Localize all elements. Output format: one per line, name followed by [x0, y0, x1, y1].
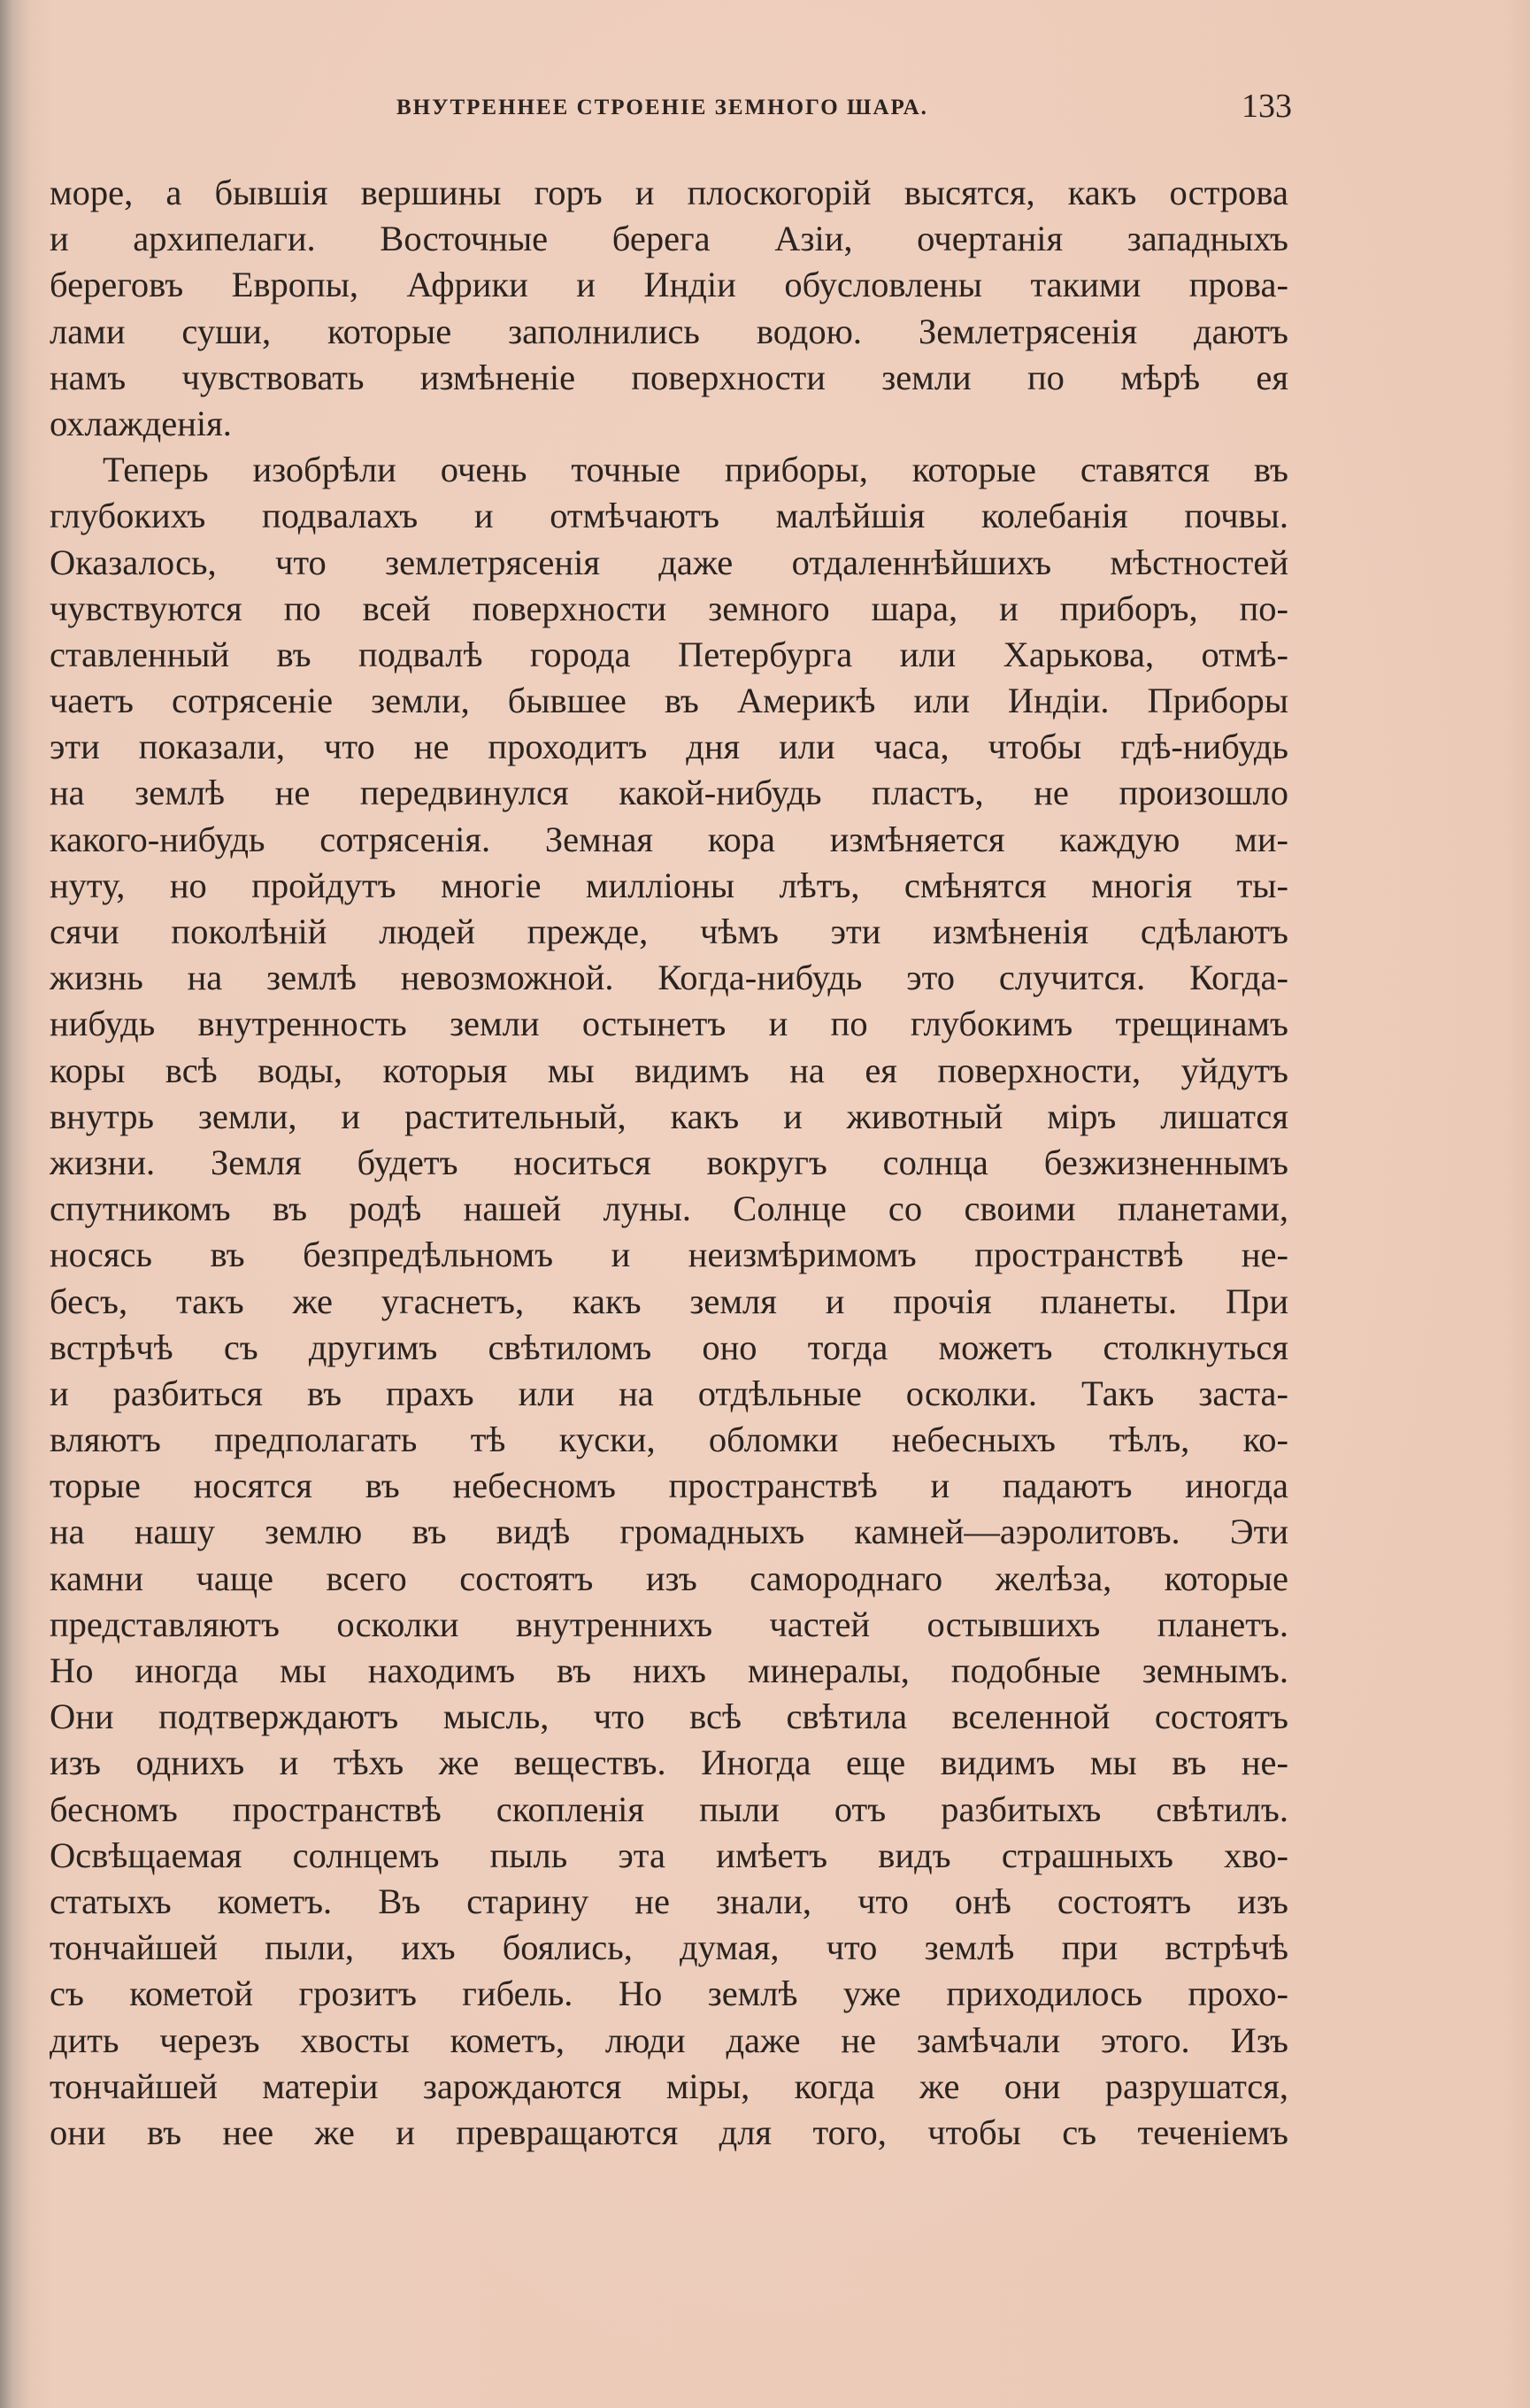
- text-line: нибудь внутренность земли остынетъ и по глубокимъ трещинамъ: [50, 1004, 1288, 1044]
- text-line: внутрь земли, и растительный, какъ и животный міръ лишатся: [50, 1096, 1288, 1136]
- text-line: встрѣчѣ съ другимъ свѣтиломъ оно тогда можетъ столкнуться: [50, 1327, 1288, 1367]
- text-line: представляютъ осколки внутреннихъ частей остывшихъ планетъ.: [50, 1604, 1288, 1644]
- text-line: бесъ, такъ же угаснетъ, какъ земля и прочія планеты. При: [50, 1281, 1288, 1321]
- page-header: [50, 88, 1292, 133]
- text-line: глубокихъ подвалахъ и отмѣчаютъ малѣйшія колебанія почвы.: [50, 496, 1288, 536]
- paragraph-1: [50, 170, 1288, 447]
- text-line: спутникомъ въ родѣ нашей луны. Солнце со своими планетами,: [50, 1189, 1288, 1229]
- text-line: и разбиться въ прахъ или на отдѣльные осколки. Такъ заста-: [50, 1373, 1288, 1413]
- text-line: береговъ Европы, Африки и Индіи обусловлены такими прова-: [50, 265, 1288, 305]
- text-line: камни чаще всего состоятъ изъ самороднаго желѣза, которые: [50, 1558, 1288, 1598]
- text-line: тончайшей пыли, ихъ боялись, думая, что землѣ при встрѣчѣ: [50, 1927, 1288, 1968]
- text-line: Освѣщаемая солнцемъ пыль эта имѣетъ видъ страшныхъ хво-: [50, 1835, 1288, 1875]
- text-line: тончайшей матеріи зарождаются міры, когда же они разрушатся,: [50, 2066, 1288, 2106]
- text-line: бесномъ пространствѣ скопленія пыли отъ разбитыхъ свѣтилъ.: [50, 1789, 1288, 1829]
- text-line: жизнь на землѣ невозможной. Когда-нибудь это случится. Когда-: [50, 958, 1288, 998]
- text-line: жизни. Земля будетъ носиться вокругъ солнца безжизненнымъ: [50, 1142, 1288, 1182]
- text-line: Но иногда мы находимъ въ нихъ минералы, подобные земнымъ.: [50, 1650, 1288, 1690]
- text-line: дить черезъ хвосты кометъ, люди даже не замѣчали этого. Изъ: [50, 2019, 1288, 2060]
- text-line: сячи поколѣній людей прежде, чѣмъ эти измѣненія сдѣлаютъ: [50, 912, 1288, 951]
- text-line: изъ однихъ и тѣхъ же веществъ. Иногда еще видимъ мы въ не-: [50, 1743, 1288, 1783]
- text-line: вляютъ предполагать тѣ куски, обломки небесныхъ тѣлъ, ко-: [50, 1419, 1288, 1460]
- text-line: на землѣ не передвинулся какой-нибудь пластъ, не произошло: [50, 773, 1288, 813]
- text-line: намъ чувствовать измѣненіе поверхности земли по мѣрѣ ея: [50, 357, 1288, 397]
- body-text: [50, 170, 1288, 2156]
- running-head: ВНУТРЕННЕЕ СТРОЕНІЕ ЗЕМНОГО ШАРА.: [396, 96, 928, 119]
- text-line: лами суши, которые заполнились водою. Землетрясенія даютъ: [50, 311, 1288, 351]
- text-line: охлажденія.: [50, 403, 232, 443]
- text-line: Они подтверждаютъ мысль, что всѣ свѣтила вселенной состоятъ: [50, 1696, 1288, 1737]
- text-line: нуту, но пройдутъ многіе милліоны лѣтъ, смѣнятся многія ты-: [50, 865, 1288, 905]
- text-line: съ кометой грозитъ гибель. Но землѣ уже приходилось прохо-: [50, 1973, 1288, 2014]
- text-line: и архипелаги. Восточные берега Азіи, очертанія западныхъ: [50, 219, 1288, 259]
- text-line: чаетъ сотрясеніе земли, бывшее въ Америкѣ или Индіи. Приборы: [50, 681, 1288, 721]
- text-line: Теперь изобрѣли очень точные приборы, которые ставятся въ: [103, 450, 1288, 490]
- text-line: Оказалось, что землетрясенія даже отдаленнѣйшихъ мѣстностей: [50, 542, 1288, 582]
- text-line: чувствуются по всей поверхности земного шара, и приборъ, по-: [50, 588, 1288, 628]
- text-line: торые носятся въ небесномъ пространствѣ и падаютъ иногда: [50, 1466, 1288, 1506]
- text-line: на нашу землю въ видѣ громадныхъ камней—аэролитовъ. Эти: [50, 1512, 1288, 1552]
- text-line: они въ нее же и превращаются для того, чтобы съ теченіемъ: [50, 2112, 1288, 2152]
- text-line: эти показали, что не проходитъ дня или часа, чтобы гдѣ-нибудь: [50, 727, 1288, 767]
- paragraph-2: [50, 447, 1288, 2156]
- text-line: какого-нибудь сотрясенія. Земная кора измѣняется каждую ми-: [50, 819, 1288, 859]
- text-line: море, а бывшія вершины горъ и плоскогорій высятся, какъ острова: [50, 173, 1288, 212]
- text-line: статыхъ кометъ. Въ старину не знали, что онѣ состоятъ изъ: [50, 1881, 1288, 1921]
- page-number: 133: [1242, 88, 1292, 125]
- text-line: носясь въ безпредѣльномъ и неизмѣримомъ пространствѣ не-: [50, 1235, 1288, 1275]
- text-line: ставленный въ подвалѣ города Петербурга или Харькова, отмѣ-: [50, 634, 1288, 674]
- text-line: коры всѣ воды, которыя мы видимъ на ея поверхности, уйдутъ: [50, 1050, 1288, 1090]
